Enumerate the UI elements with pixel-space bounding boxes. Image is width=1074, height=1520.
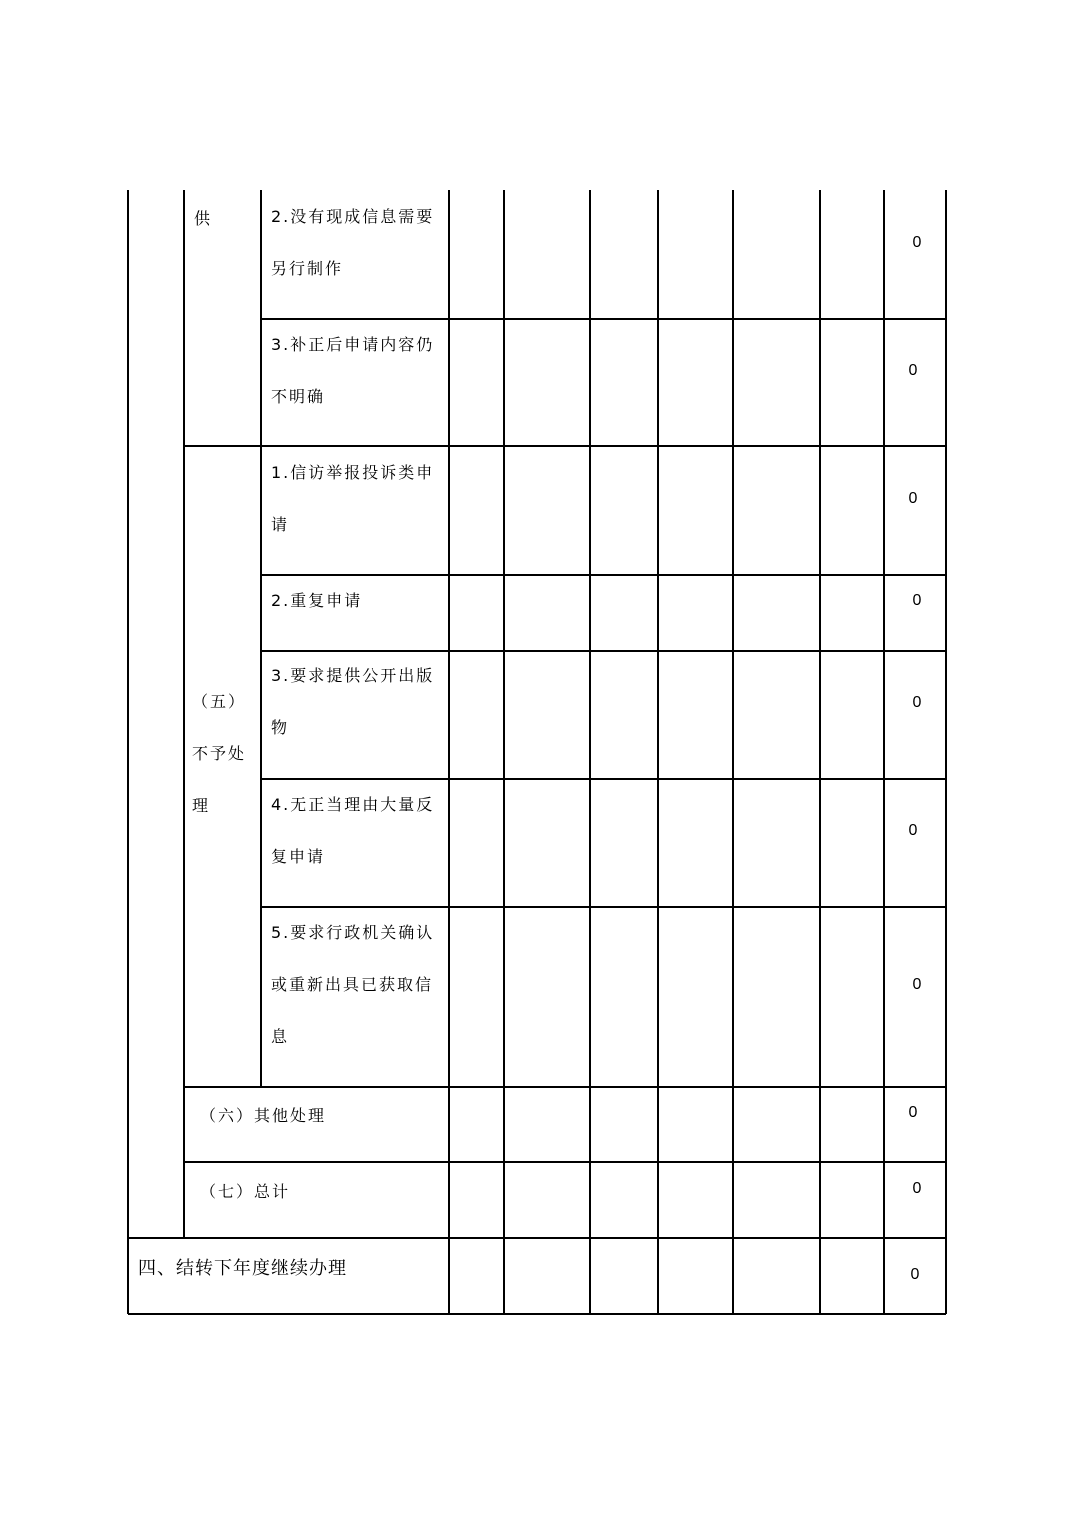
carry-over-total: 0 [910,1266,920,1283]
table-row-total: 0 [912,592,922,609]
table-row-label: 1.信访举报投诉类申 请 [271,463,435,534]
other-processing-total: 0 [908,1104,918,1121]
table-row-label: 2.没有现成信息需要 另行制作 [271,207,435,278]
table-row-label: 5.要求行政机关确认 或重新出具已获取信 息 [271,923,435,1046]
table-row-label: 2.重复申请 [271,591,363,610]
table-row-total: 0 [908,490,918,507]
group-label-no-processing: （五） 不予处 理 [192,692,247,815]
grand-total-label: （七）总计 [200,1182,291,1201]
table-row-total: 0 [912,694,922,711]
carry-over-label: 四、结转下年度继续办理 [138,1258,347,1279]
table-row-total: 0 [912,976,922,993]
group-label-provide-tail: 供 [194,209,213,228]
table-row-label: 3.要求提供公开出版 物 [271,666,435,737]
table-row-label: 4.无正当理由大量反 复申请 [271,795,435,866]
table-row-total: 0 [912,234,922,251]
table-row-total: 0 [908,822,918,839]
table-row-label: 3.补正后申请内容仍 不明确 [271,335,435,406]
other-processing-label: （六）其他处理 [200,1106,327,1125]
table-row-total: 0 [908,362,918,379]
grand-total-value: 0 [912,1180,922,1197]
